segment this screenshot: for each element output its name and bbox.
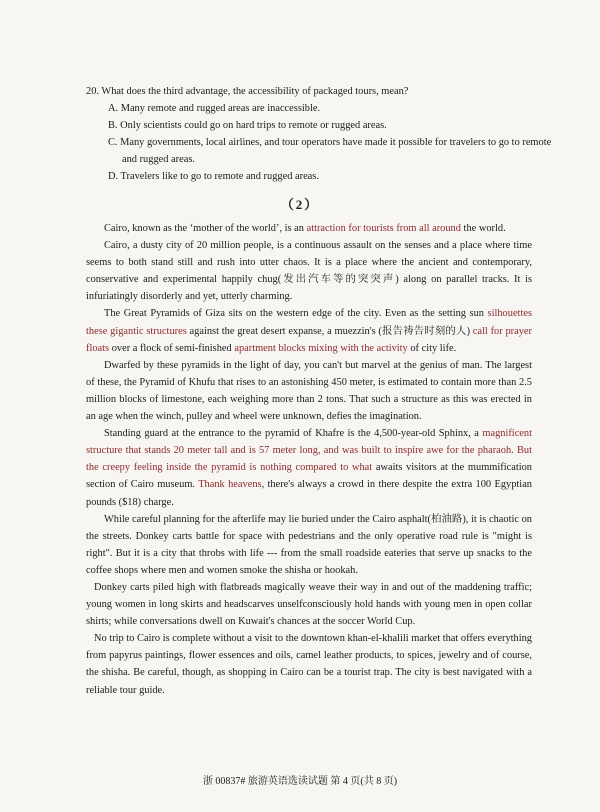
p1-highlight: attraction for tourists from all around <box>306 223 461 234</box>
p3-text-d: of city life. <box>407 342 457 354</box>
section-title: （2） <box>280 197 320 212</box>
p3-text-c: over a flock of semi-finished <box>109 342 235 354</box>
reading-passage <box>86 220 532 699</box>
p5-highlight-1: magnificent structure that stands 20 meter tall and is 57 meter long, and was built to inspire awe for the pharaoh. But the creepy feeling inside the pyramid is nothing compared to what <box>86 428 532 474</box>
paragraph-5 <box>86 425 532 510</box>
option-d: D. Travelers like to go to remote and rugged areas. <box>108 171 319 182</box>
option-c: C. Many governments, local airlines, and tour operators have made it possible for travelers to go to remote and rugged areas. <box>108 137 552 165</box>
option-b: B. Only scientists could go on hard trips to remote or rugged areas. <box>108 120 387 131</box>
paragraph-8: No trip to Cairo is complete without a visit to the downtown khan-el-khalili market that offers everything from papyrus paintings, flower essences and oils, camel leather products, to spices, jewelry and of course, the shisha. Be careful, though, as shopping in Cairo can be a tourist trap. The city is best navigated with a reliable tour guide. <box>86 633 532 696</box>
paragraph-3 <box>86 305 532 356</box>
p3-text-a: The Great Pyramids of Giza sits on the western edge of the city. Even as the setting sun <box>104 308 488 320</box>
p3-highlight-1: silhouettes these gigantic structures <box>86 308 532 337</box>
p5-highlight-2: Thank heavens <box>198 479 262 491</box>
paragraph-7: Donkey carts piled high with flatbreads magically weave their way in and out of the maddening traffic; young women in long skirts and headscarves unselfconsciously hold hands with young men in open collar shirts; while conversations dwell on Kuwait's chances at the soccer World Cup. <box>86 581 532 628</box>
p5-text-a: Standing guard at the entrance to the pyramid of Khafre is the 4,500-year-old Sphinx, a <box>104 428 483 440</box>
paragraph-6: While careful planning for the afterlife may lie buried under the Cairo asphalt(柏油路), it is chaotic on the streets. Donkey carts battle for space with pedestrians and the only operative road rule is "might is right". But it is a city that throbs with life --- from the small roadside eateries that serve up snacks to the coffee shops where men and women smoke the shisha or hookah. <box>86 513 532 576</box>
page-footer: 浙 00837# 旅游英语选读试题 第 4 页(共 8 页) <box>202 776 398 787</box>
p5-text-b: awaits visitors at the mummification section of Cairo museum. <box>86 462 532 491</box>
question-stem: 20. What does the third advantage, the accessibility of packaged tours, mean? <box>86 86 409 97</box>
p5-text-c: , there's always a crowd in there despite the extra 100 Egyptian pounds ($18) charge. <box>86 479 532 508</box>
question-20 <box>86 83 566 185</box>
paragraph-1 <box>86 220 532 237</box>
p3-text-b: against the great desert expanse, a muezzin's (报告祷告时刻的人) <box>186 325 473 337</box>
paragraph-4: Dwarfed by these pyramids in the light of day, you can't but marvel at the genius of man. The largest of these, the Pyramid of Khufu that rises to an astonishing 450 meter, is estimated to contain more than 2.5 million blocks of limestone, each weighing more than 2 tons. That such a structure as this was erected in an age when the winch, pulley and wheel were unknown, defies the imagination. <box>86 359 532 423</box>
option-a: A. Many remote and rugged areas are inaccessible. <box>108 103 321 114</box>
p3-highlight-2: call for prayer floats <box>86 325 532 354</box>
p3-highlight-3: apartment blocks mixing with the activity <box>234 342 408 354</box>
p1-text-a: Cairo, known as the ‘mother of the world’, is an <box>104 223 307 234</box>
p1-text-b: the world. <box>460 223 506 234</box>
paragraph-2: Cairo, a dusty city of 20 million people, is a continuous assault on the senses and a place where time seems to both stand still and rush into utter chaos. It is a place where the ancient and contemporary, conservative and experimental happily chug(发出汽车等的突突声) along on parallel tracks. It is infuriatingly disorderly and yet, utterly charming. <box>86 240 532 303</box>
